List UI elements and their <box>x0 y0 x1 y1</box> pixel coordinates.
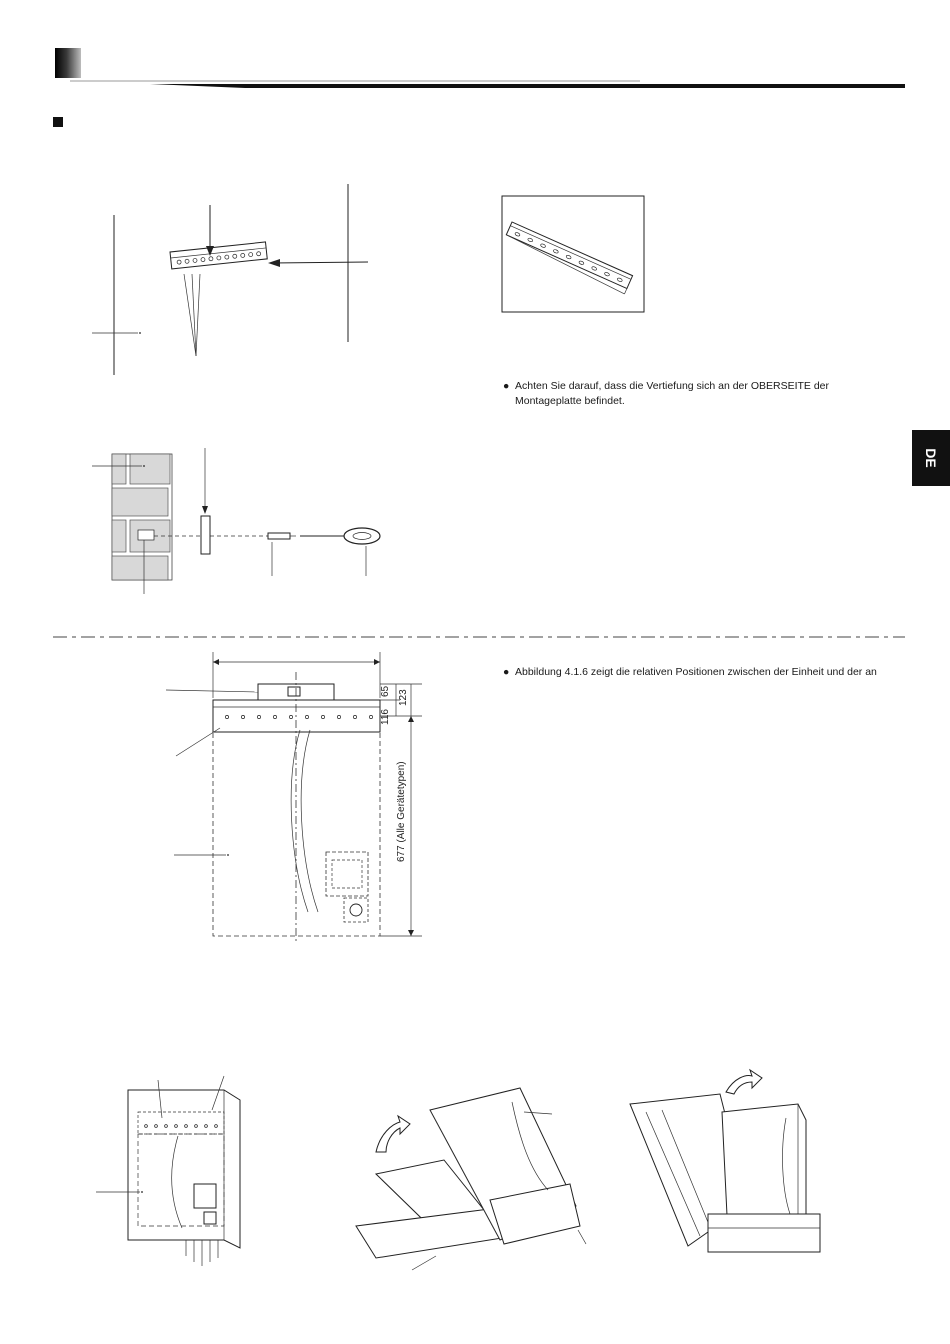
dimension-116: 116 <box>380 709 391 725</box>
dimension-677: 677 (Alle Gerätetypen) <box>396 761 407 862</box>
note-bullet-icon: ● <box>503 666 510 678</box>
note-text: Abbildung 4.1.6 zeigt die relativen Positionen zwischen der Einheit und der an <box>515 666 877 678</box>
note-bullet-icon: ● <box>503 380 510 392</box>
dimension-65: 65 <box>380 685 391 697</box>
note-text: Achten Sie darauf, dass die Vertiefung sich an der OBERSEITE der Montageplatte befindet. <box>515 380 830 407</box>
dimension-123: 123 <box>398 689 409 706</box>
language-tab-label: DE <box>923 448 939 468</box>
